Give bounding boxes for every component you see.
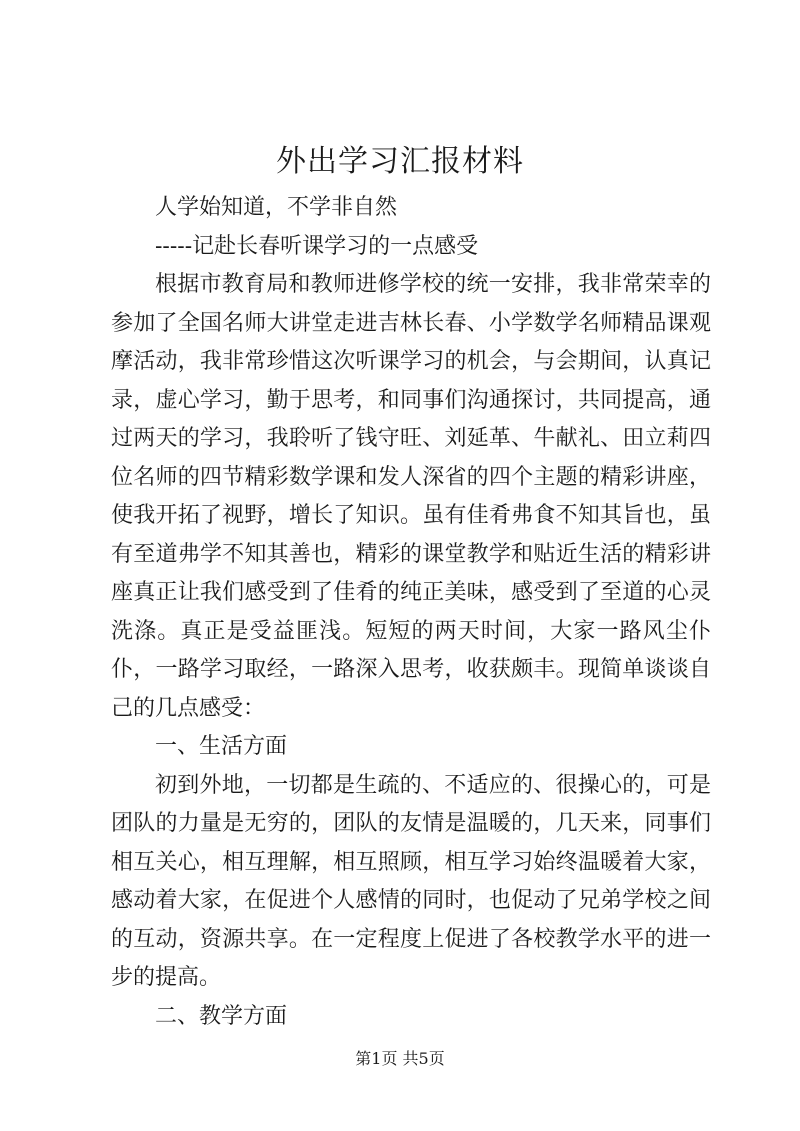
document-body [111, 189, 711, 1036]
page-footer: 第1页 共5页 [355, 1049, 445, 1068]
section-heading-teaching: 二、教学方面 [155, 1003, 288, 1029]
intro-paragraph: 根据市教育局和教师进修学校的统一安排，我非常荣幸的参加了全国名师大讲堂走进吉林长春、小学数学名师精品课观摩活动，我非常珍惜这次听课学习的机会，与会期间，认真记录，虚心学习，勤于思考，和同事们沟通探讨，共同提高，通过两天的学习，我聆听了钱守旺、刘延革、牛献礼、田立莉四位名师的四节精彩数学课和发人深省的四个主题的精彩讲座，使我开拓了视野，增长了知识。虽有佳肴弗食不知其旨也，虽有至道弗学不知其善也，精彩的课堂教学和贴近生活的精彩讲座真正让我们感受到了佳肴的纯正美味，感受到了至道的心灵洗涤。真正是受益匪浅。短短的两天时间，大家一路风尘仆仆，一路学习取经，一路深入思考，收获颇丰。现简单谈谈自己的几点感受： [111, 272, 711, 721]
subtitle-line: 人学始知道，不学非自然 [155, 195, 398, 220]
subtitle-dedication: -----记赴长春听课学习的一点感受 [155, 233, 479, 259]
life-paragraph: 初到外地，一切都是生疏的、不适应的、很操心的，可是团队的力量是无穷的，团队的友情是温暖的，几天来，同事们相互关心，相互理解，相互照顾，相互学习始终温暖着大家，感动着大家，在促进个人感情的同时，也促动了兄弟学校之间的互动，资源共享。在一定程度上促进了各校教学水平的进一步的提高。 [111, 772, 711, 990]
document-title: 外出学习汇报材料 [276, 144, 524, 179]
section-heading-life: 一、生活方面 [155, 734, 288, 759]
